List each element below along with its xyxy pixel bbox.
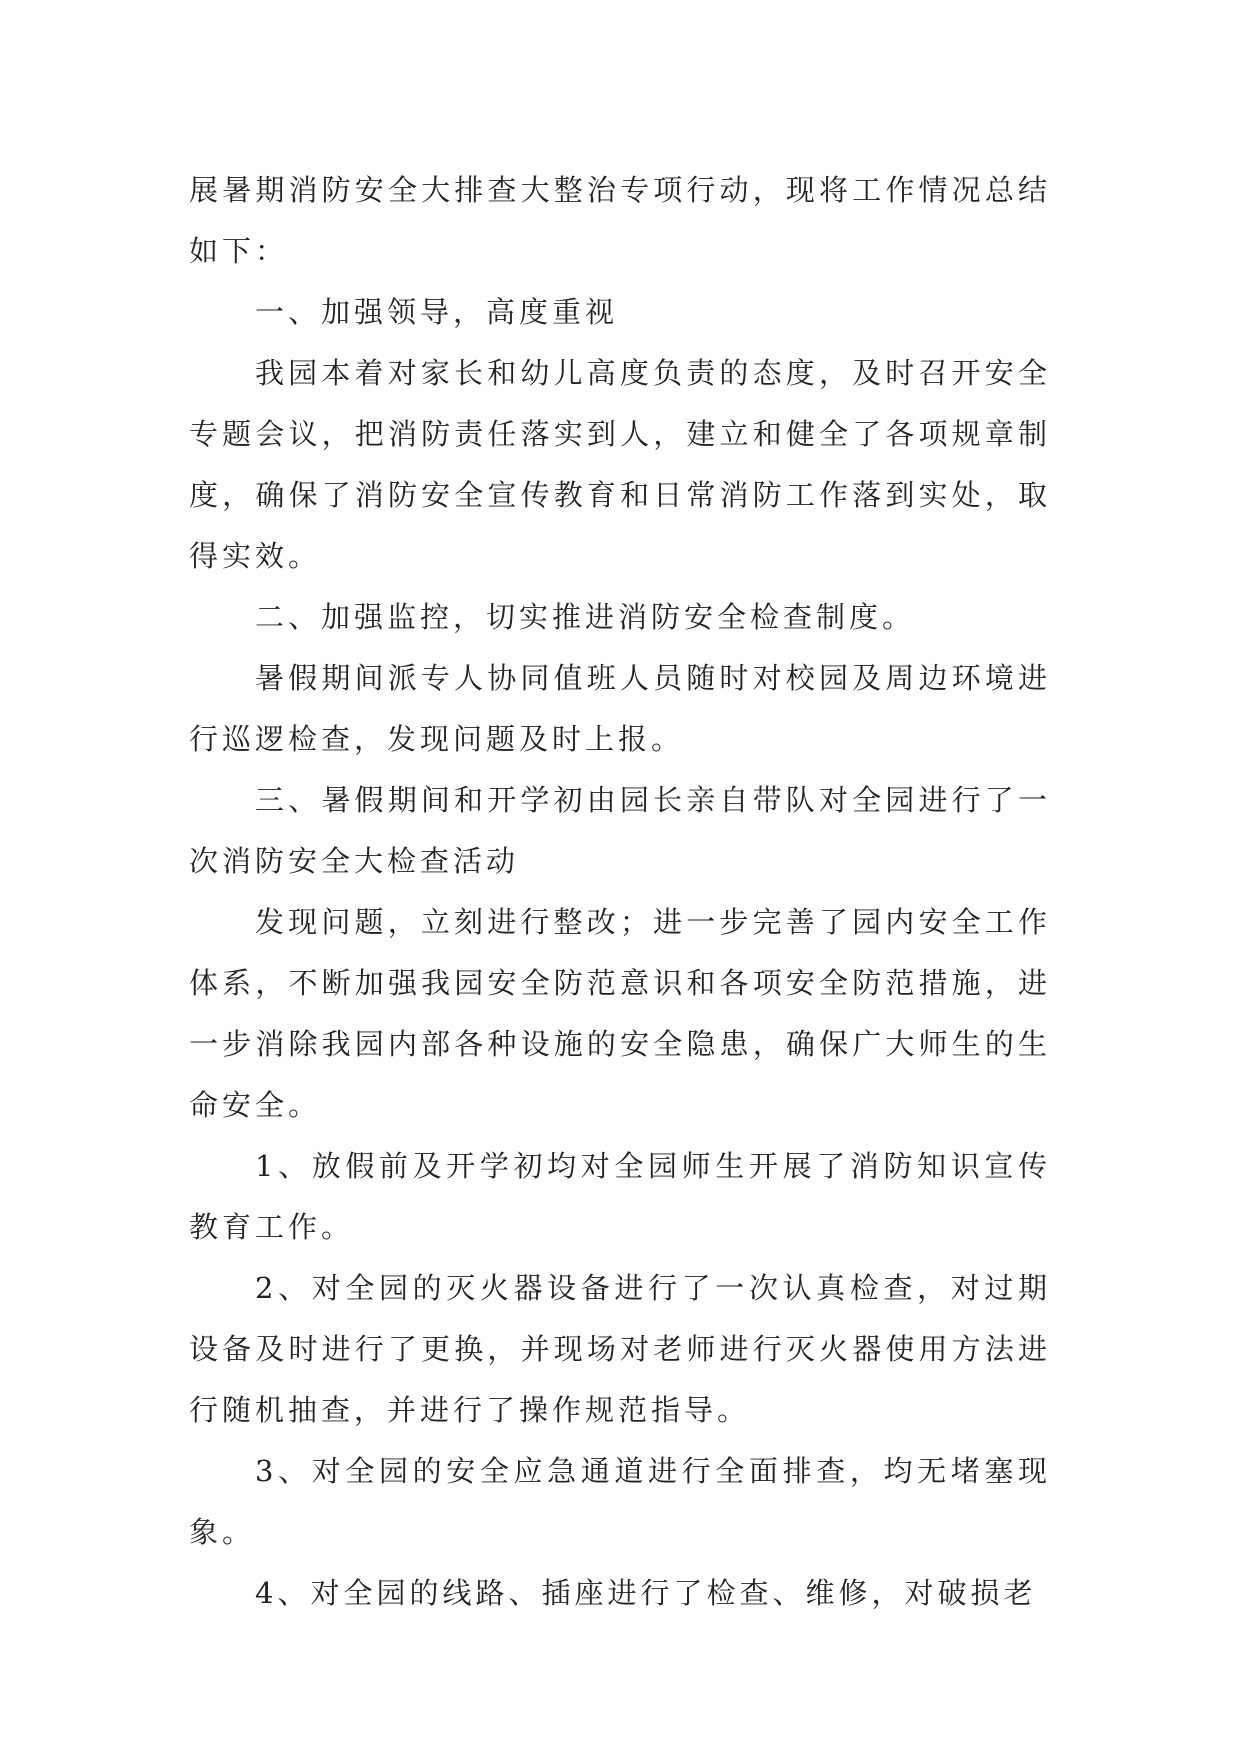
section-heading-3: 三、暑假期间和开学初由园长亲自带队对全园进行了一次消防安全大检查活动 bbox=[189, 783, 1051, 878]
paragraph: 我园本着对家长和幼儿高度负责的态度，及时召开安全专题会议，把消防责任落实到人，建立和健全了各项规章制度，确保了消防安全宣传教育和日常消防工作落到实处，取得实效。 bbox=[189, 356, 1051, 573]
list-item-1: 1、放假前及开学初均对全园师生开展了消防知识宣传教育工作。 bbox=[189, 1149, 1051, 1244]
list-item-3: 3、对全园的安全应急通道进行全面排查，均无堵塞现象。 bbox=[189, 1454, 1051, 1549]
section-heading-1: 一、加强领导，高度重视 bbox=[255, 295, 619, 329]
document-body bbox=[189, 160, 1051, 1624]
paragraph: 发现问题，立刻进行整改；进一步完善了园内安全工作体系，不断加强我园安全防范意识和各项安全防范措施，进一步消除我园内部各种设施的安全隐患，确保广大师生的生命安全。 bbox=[189, 905, 1051, 1122]
paragraph-continuation: 展暑期消防安全大排查大整治专项行动，现将工作情况总结如下： bbox=[189, 173, 1051, 268]
list-item-4: 4、对全园的线路、插座进行了检查、维修，对破损老 bbox=[255, 1576, 1037, 1610]
list-item-2: 2、对全园的灭火器设备进行了一次认真检查，对过期设备及时进行了更换，并现场对老师进行灭火器使用方法进行随机抽查，并进行了操作规范指导。 bbox=[189, 1271, 1051, 1427]
section-heading-2: 二、加强监控，切实推进消防安全检查制度。 bbox=[255, 600, 916, 634]
paragraph: 暑假期间派专人协同值班人员随时对校园及周边环境进行巡逻检查，发现问题及时上报。 bbox=[189, 661, 1051, 756]
